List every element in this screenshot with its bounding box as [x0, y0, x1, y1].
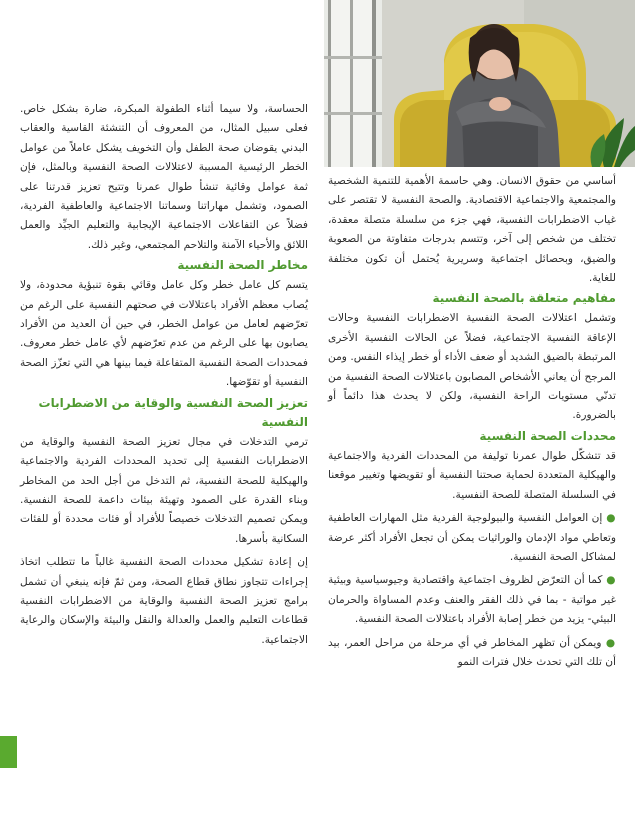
woman-on-armchair-illustration — [324, 0, 635, 167]
risks-paragraph: يتسم كل عامل خطر وكل عامل وقائي بقوة تنبؤية محدودة، ولا يُصاب معظم الأفراد باعتلالات في صحتهم النفسية على الرغم من تعرّضهم لعامل من عوامل الخطر، في حين أن العديد من الأفراد يصابون بها على الرغم من عدم تعرّضهم لأي عامل خطر معروف. فمحددات الصحة النفسية المتفاعلة فيما بينها هي التي تعزّز الصحة النفسية أو تقوّضها. — [20, 279, 308, 389]
right-column — [328, 172, 616, 672]
intro-paragraph: أساسي من حقوق الانسان. وهي حاسمة الأهمية للتنمية الشخصية والمجتمعية والاجتماعية الاقتصادية. والصحة النفسية لا تقتصر على غياب الاضطرابات النفسية، فهي جزء من سلسلة متصلة معقدة، تختلف من شخص إلى آخر، وتتسم بدرجات متفاوتة من الصعوبة والضيق، وبحصائل اجتماعية وسريرية يُحتمل أن تكون مختلفة للغاية. — [328, 175, 616, 285]
heading-promotion: تعزيز الصحة النفسية والوقاية من الاضطرابات النفسية — [38, 395, 308, 429]
heading-determinants: محددات الصحة النفسية — [479, 428, 616, 443]
bullet-item: ● إن العوامل النفسية والبيولوجية الفردية مثل المهارات العاطفية وتعاطي مواد الإدمان والوراثيات يمكن أن تجعل الأفراد أكثر عرضة لمشاكل الصحة النفسية. — [328, 512, 616, 563]
left-column — [20, 100, 308, 650]
bullet-dot-icon: ● — [606, 574, 616, 587]
page-edge-tab — [0, 736, 17, 768]
bullet-item: ● ويمكن أن تظهر المخاطر في أي مرحلة من مراحل العمر، بيد أن تلك التي تحدث خلال فترات النمو — [328, 636, 616, 668]
bullet-dot-icon: ● — [605, 636, 616, 649]
promotion-paragraph: ترمي التدخلات في مجال تعزيز الصحة النفسية والوقاية من الاضطرابات النفسية إلى تحديد المحددات الفردية والاجتماعية والهيكلية للصحة النفسية، ثم التدخل من أجل الحد من المخاطر وبناء القدرة على الصمود وتهيئة بيئات داعمة للصحة النفسية. ويمكن تصميم التدخلات خصيصاً للأفراد أو فئات محددة أو للفئات السكانية بأسرها. — [20, 435, 308, 545]
heading-concepts: مفاهيم متعلقة بالصحة النفسية — [432, 291, 616, 306]
determinants-paragraph: قد تتشكّل طوال عمرنا توليفة من المحددات الفردية والاجتماعية والهيكلية المتعددة لحماية صحتنا النفسية أو تقويضها وتغيير موقعنا في السلسلة المتصلة للصحة النفسية. — [328, 449, 616, 501]
continuation-paragraph: الحساسة، ولا سيما أثناء الطفولة المبكرة، ضارة بشكل خاص. فعلى سبيل المثال، من المعروف أن التنشئة القاسية والعقاب البدني يقوضان صحة الطفل وأن التخويف يشكل عاملاً من عوامل الخطر الرئيسية المسببة لاعتلالات الصحة النفسية وبالمثل، فإن ثمة عوامل وقائية تنشأ طوال عمرنا وتتيح تعزيز قدرتنا على الصمود، وتشمل مهاراتنا وسماتنا الاجتماعية والعاطفية الفردية، فضلاً عن التفاعلات الاجتماعية الإيجابية والتعليم الجيِّد والعمل اللائق والأحياء الآمنة والتلاحم المجتمعي، وغير ذلك. — [20, 103, 308, 251]
heading-risks: مخاطر الصحة النفسية — [177, 258, 308, 273]
bullet-dot-icon: ● — [606, 512, 616, 525]
final-paragraph: إن إعادة تشكيل محددات الصحة النفسية غالباً ما تتطلب اتخاذ إجراءات تتجاوز نطاق قطاع الصحة، ومن ثمّ فإنه ينبغي أن تشمل برامج تعزيز الصحة النفسية والوقاية من الاضطرابات النفسية قطاعات التعليم والعمل والعدالة والنقل والبيئة والإسكان والرعاية الاجتماعية. — [20, 556, 308, 646]
bullet-item: ● كما أن التعرّض لظروف اجتماعية واقتصادية وجيوسياسية وبيئية غير مواتية - بما في ذلك الفقر والعنف وعدم المساواة والحرمان البيئي- يزيد من خطر إصابة الأفراد باعتلالات الصحة النفسية. — [328, 574, 616, 626]
concepts-paragraph: وتشمل اعتلالات الصحة النفسية الاضطرابات النفسية وحالات الإعاقة النفسية الاجتماعية، فضلاً عن الحالات النفسية الأخرى المرتبطة بالضيق الشديد أو ضعف الأداء أو خطر إيذاء النفس. ومن المرجح أن يعاني الأشخاص المصابون باعتلالات الصحة النفسية من تدنّي مستويات الراحة النفسية، ولكن لا يحدث هذا دائماً أو بالضرورة. — [328, 312, 616, 422]
header-photo — [324, 0, 635, 167]
